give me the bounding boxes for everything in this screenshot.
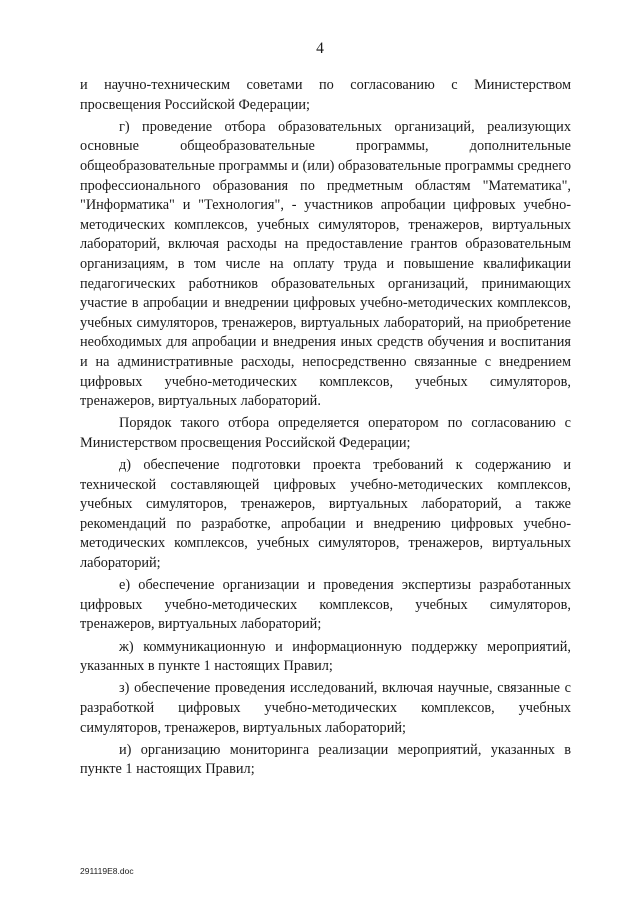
paragraph-item-z: з) обеспечение проведения исследований, включая научные, связанные с разработкой цифровых учебно-методических комплексов, учебных симуляторов, тренажеров, виртуальных лабораторий; <box>80 680 571 736</box>
paragraph-item-i: и) организацию мониторинга реализации мероприятий, указанных в пункте 1 настоящих Правил; <box>80 741 571 778</box>
paragraph-item-e: е) обеспечение организации и проведения экспертизы разработанных цифровых учебно-методических комплексов, учебных симуляторов, тренажеров, виртуальных лабораторий; <box>80 577 571 633</box>
paragraph-item-g: г) проведение отбора образовательных организаций, реализующих основные общеобразовательные программы, дополнительные общеобразовательные программы и (или) образовательные программы среднего профессионального образования по предметным областям "Математика", "Информатика" и "Технология", - участников апробации цифровых учебно-методических комплексов, учебных симуляторов, тренажеров, виртуальных лабораторий, включая расходы на предоставление грантов образовательным организациям, в том числе на оплату труда и повышение квалификации педагогических работников образовательных организаций, принимающих участие в апробации и внедрении цифровых учебно-методических комплексов, учебных симуляторов, тренажеров, виртуальных лабораторий, на приобретение необходимых для апробации и внедрения иных средств обучения и воспитания и на административные расходы, непосредственно связанные с внедрением цифровых учебно-методических комплексов, учебных симуляторов, тренажеров, виртуальных лабораторий. <box>80 118 571 410</box>
paragraph-continuation: и научно-техническим советами по согласованию с Министерством просвещения Российской Федерации; <box>80 77 571 113</box>
document-body <box>80 76 571 783</box>
paragraph-selection-procedure: Порядок такого отбора определяется оператором по согласованию с Министерством просвещения Российской Федерации; <box>80 415 571 451</box>
page-number: 4 <box>316 40 324 57</box>
document-file-code: 291119E8.doc <box>80 866 134 876</box>
paragraph-item-d: д) обеспечение подготовки проекта требований к содержанию и технической составляющей цифровых учебно-методических комплексов, учебных симуляторов, тренажеров, виртуальных лабораторий, а также рекомендаций по разработке, апробации и внедрению цифровых учебно-методических комплексов, учебных симуляторов, тренажеров, виртуальных лабораторий; <box>80 457 571 572</box>
paragraph-item-zh: ж) коммуникационную и информационную поддержку мероприятий, указанных в пункте 1 настоящих Правил; <box>80 638 571 675</box>
